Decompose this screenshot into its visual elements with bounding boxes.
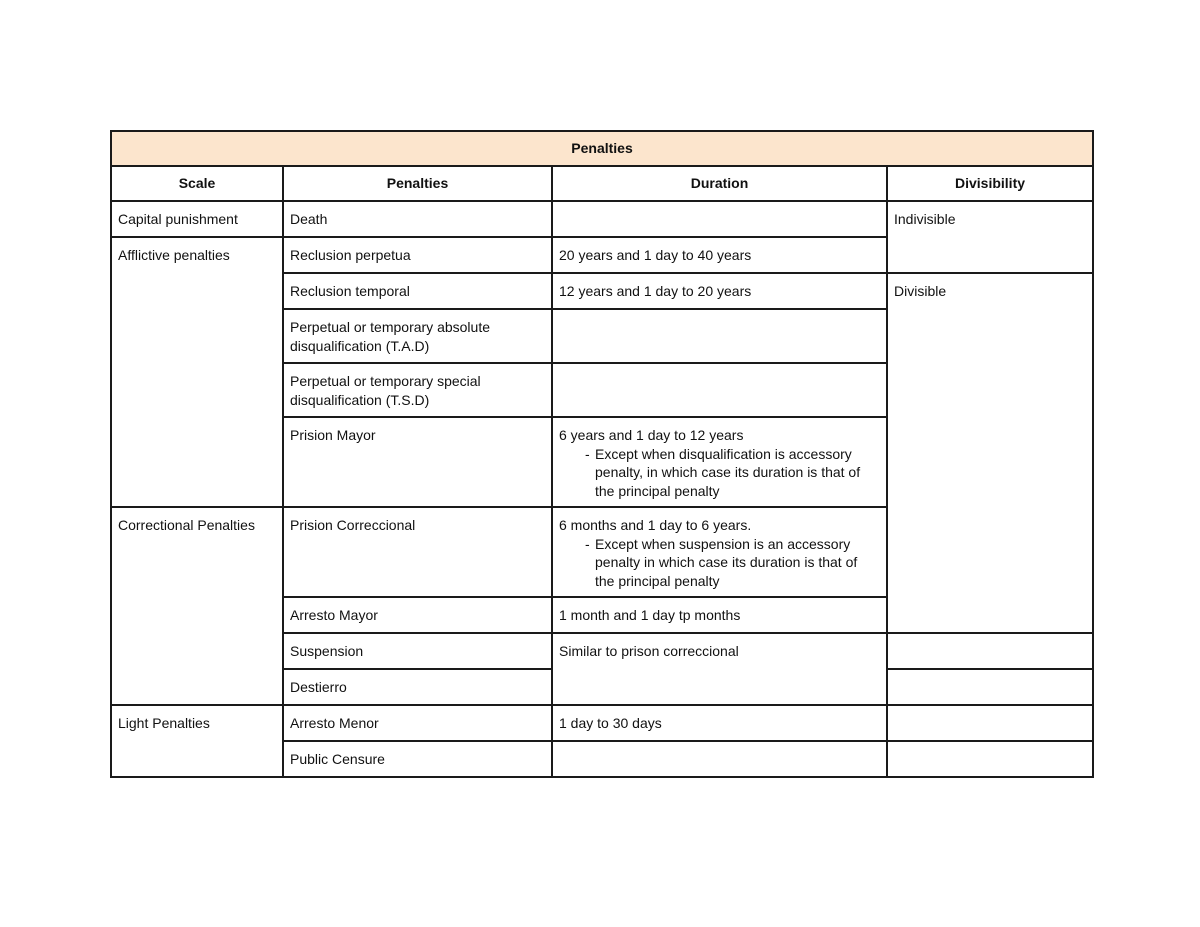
divisibility-indivisible: Indivisible [887, 201, 1093, 273]
duration-suspension: Similar to prison correccional [552, 633, 887, 705]
divisibility-arresto-menor [887, 705, 1093, 741]
duration-note [559, 535, 880, 591]
penalty-suspension: Suspension [283, 633, 552, 669]
duration-arresto-menor: 1 day to 30 days [552, 705, 887, 741]
penalty-arresto-menor: Arresto Menor [283, 705, 552, 741]
duration-prision-correccional: 6 months and 1 day to 6 years. [559, 517, 752, 533]
penalty-tsd: Perpetual or temporary special disqualification (T.S.D) [283, 363, 552, 417]
penalty-public-censure: Public Censure [283, 741, 552, 777]
note-text-prision-mayor: Except when disqualification is accessory penalty, in which case its duration is that of the principal penalty [595, 445, 861, 499]
penalty-reclusion-perpetua: Reclusion perpetua [283, 237, 552, 273]
penalties-table [110, 130, 1094, 778]
scale-afflictive: Afflictive penalties [111, 237, 283, 507]
duration-tsd [552, 363, 887, 417]
duration-tad [552, 309, 887, 363]
duration-prision-mayor-cell [552, 417, 887, 507]
scale-capital: Capital punishment [111, 201, 283, 237]
duration-death [552, 201, 887, 237]
divisibility-divisible: Divisible [887, 273, 1093, 633]
divisibility-public-censure [887, 741, 1093, 777]
table-row [111, 705, 1093, 741]
scale-light: Light Penalties [111, 705, 283, 777]
table-title: Penalties [111, 131, 1093, 166]
note-text-prision-correccional: Except when suspension is an accessory penalty in which case its duration is that of the principal penalty [595, 535, 858, 589]
table-header-row [111, 166, 1093, 201]
divisibility-suspension [887, 633, 1093, 669]
divisibility-destierro [887, 669, 1093, 705]
table-row [111, 201, 1093, 237]
duration-note [559, 445, 880, 501]
duration-reclusion-perpetua: 20 years and 1 day to 40 years [552, 237, 887, 273]
header-divisibility: Divisibility [887, 166, 1093, 201]
header-scale: Scale [111, 166, 283, 201]
note-bullet: - [585, 445, 590, 462]
penalty-reclusion-temporal: Reclusion temporal [283, 273, 552, 309]
duration-public-censure [552, 741, 887, 777]
note-bullet: - [585, 535, 590, 552]
scale-correctional: Correctional Penalties [111, 507, 283, 705]
table-title-row [111, 131, 1093, 166]
header-penalties: Penalties [283, 166, 552, 201]
penalty-destierro: Destierro [283, 669, 552, 705]
penalty-tad: Perpetual or temporary absolute disqualification (T.A.D) [283, 309, 552, 363]
penalty-prision-mayor: Prision Mayor [283, 417, 552, 507]
penalty-prision-correccional: Prision Correccional [283, 507, 552, 597]
penalty-arresto-mayor: Arresto Mayor [283, 597, 552, 633]
duration-reclusion-temporal: 12 years and 1 day to 20 years [552, 273, 887, 309]
header-duration: Duration [552, 166, 887, 201]
duration-arresto-mayor: 1 month and 1 day tp months [552, 597, 887, 633]
duration-prision-mayor: 6 years and 1 day to 12 years [559, 427, 744, 443]
duration-prision-correccional-cell [552, 507, 887, 597]
penalty-death: Death [283, 201, 552, 237]
